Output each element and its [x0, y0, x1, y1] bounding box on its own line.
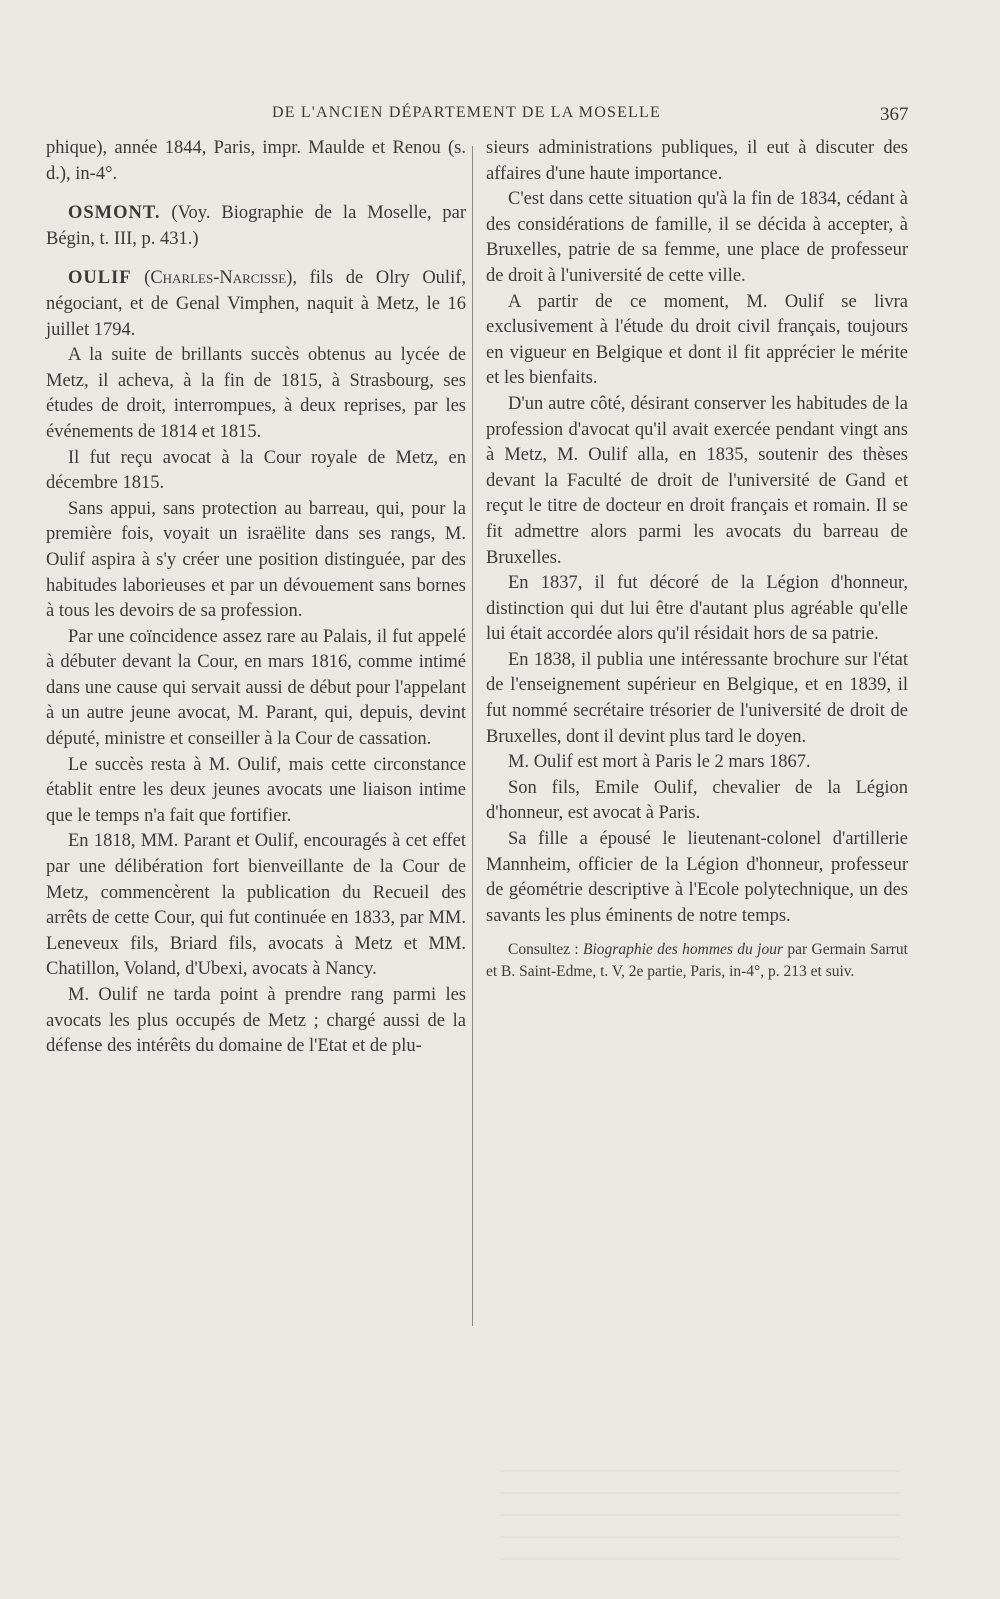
- entry-text: , fils de Olry Oulif, négociant, et de Genal Vimphen, naquit à Metz, le 16 juillet 1794.: [46, 268, 466, 340]
- paragraph: En 1837, il fut décoré de la Légion d'honneur, distinction qui dut lui être d'autant plus agréable qu'elle lui était accordée alors qu'il résidait hors de sa patrie.: [486, 573, 908, 645]
- paragraph: sieurs administrations publiques, il eut à discuter des affaires d'une haute importance.: [486, 138, 908, 184]
- paragraph: A la suite de brillants succès obtenus au lycée de Metz, il acheva, à la fin de 1815, à Strasbourg, ses études de droit, interrompues, à deux reprises, par les événements de 1814 et 1815.: [46, 345, 466, 442]
- entry-name: OSMONT.: [68, 203, 161, 224]
- reference-note: [486, 939, 908, 983]
- paragraph: M. Oulif ne tarda point à prendre rang parmi les avocats les plus occupés de Metz ; chargé aussi de la défense des intérêts du domaine de l'Etat et de plu-: [46, 985, 466, 1057]
- entry-name: OULIF: [68, 268, 132, 289]
- paragraph: En 1818, MM. Parant et Oulif, encouragés à cet effet par une délibération fort bienveillante de la Cour de Metz, commencèrent la publication du Recueil des arrêts de cette Cour, qui fut continuée en 1833, par MM. Leneveux fils, Briard fils, avocats à Metz et MM. Chatillon, Voland, d'Ubexi, avocats à Nancy.: [46, 831, 466, 980]
- show-through-texture: [500, 1470, 900, 1580]
- paragraph: Sa fille a épousé le lieutenant-colonel d'artillerie Mannheim, officier de la Légion d'honneur, professeur de géométrie descriptive à l'Ecole polytechnique, un des savants les plus éminents de notre temps.: [486, 829, 908, 926]
- paragraph: C'est dans cette situation qu'à la fin de 1834, cédant à des considérations de famille, il se décida à accepter, à Bruxelles, patrie de sa femme, une place de professeur de droit à l'université de cette ville.: [486, 189, 908, 286]
- column-divider: [472, 146, 473, 1326]
- running-head: DE L'ANCIEN DÉPARTEMENT DE LA MOSELLE: [272, 104, 661, 121]
- paragraph: phique), année 1844, Paris, impr. Maulde et Renou (s. d.), in-4°.: [46, 138, 466, 184]
- entry-osmont: [46, 201, 466, 252]
- paragraph: Sans appui, sans protection au barreau, qui, pour la première fois, voyait un israëlite dans ses rangs, M. Oulif aspira à s'y créer une position distinguée, par des habitudes laborieuses et par un dévouement sans bornes à tous les devoirs de sa profession.: [46, 498, 466, 622]
- left-column: [46, 136, 466, 1060]
- paragraph: M. Oulif est mort à Paris le 2 mars 1867.: [508, 752, 811, 773]
- paragraph: Il fut reçu avocat à la Cour royale de Metz, en décembre 1815.: [46, 447, 466, 494]
- entry-text: (Voy. Biographie de la Moselle, par Bégin, t. III, p. 431.): [46, 203, 466, 249]
- entry-oulif: [46, 266, 466, 343]
- spacer: [46, 187, 466, 201]
- spacer: [46, 252, 466, 266]
- paragraph: Son fils, Emile Oulif, chevalier de la Légion d'honneur, est avocat à Paris.: [486, 777, 908, 824]
- paragraph: Par une coïncidence assez rare au Palais, il fut appelé à débuter devant la Cour, en mars 1816, comme intimé dans une cause qui servait aussi de début pour l'appelant à un autre jeune avocat, M. Parant, qui, depuis, devint député, ministre et conseiller à la Cour de cassation.: [46, 626, 466, 750]
- paragraph: Le succès resta à M. Oulif, mais cette circonstance établit entre les deux jeunes avocats une liaison intime que le temps n'a fait que fortifier.: [46, 754, 466, 826]
- page-number: 367: [880, 104, 909, 125]
- entry-given-names: (Charles-Narcisse): [131, 268, 293, 289]
- paragraph: A partir de ce moment, M. Oulif se livra exclusivement à l'étude du droit civil français, toujours en vigueur en Belgique et dont il fit apprécier le mérite et les bienfaits.: [486, 291, 908, 389]
- right-column: [486, 136, 908, 983]
- reference-title: Biographie des hommes du jour: [583, 941, 784, 959]
- paragraph: D'un autre côté, désirant conserver les habitudes de la profession d'avocat qu'il avait exercée pendant vingt ans à Metz, M. Oulif alla, en 1835, soutenir des thèses devant la Faculté de droit de l'université de Gand et reçut le titre de docteur en droit français et romain. Il se fit admettre alors parmi les avocats du barreau de Bruxelles.: [486, 393, 908, 568]
- reference-text: par Germain Sarrut et B. Saint-Edme, t. V, 2e partie, Paris, in-4°, p. 213 et suiv.: [486, 941, 908, 981]
- reference-label: Consultez :: [508, 941, 584, 959]
- paragraph: En 1838, il publia une intéressante brochure sur l'état de l'enseignement supérieur en Belgique, et en 1839, il fut nommé secrétaire trésorier de l'université de droit de Bruxelles, dont il devint plus tard le doyen.: [486, 649, 908, 747]
